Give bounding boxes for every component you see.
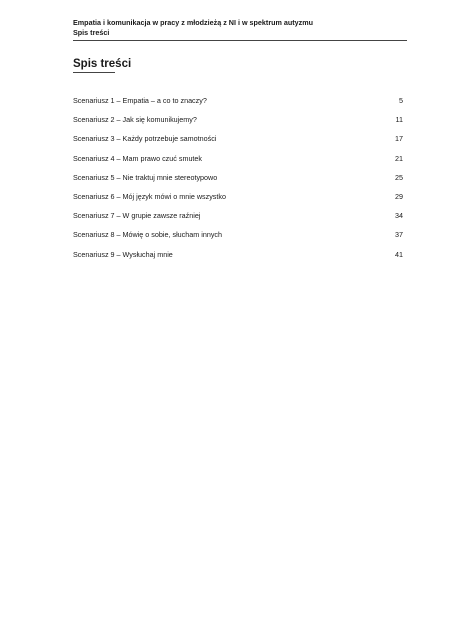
header-divider xyxy=(73,40,407,41)
toc-entry-label[interactable]: Scenariusz 3 – Każdy potrzebuje samotności xyxy=(73,134,217,144)
toc-entry-page[interactable]: 21 xyxy=(395,153,403,163)
toc-entry[interactable] xyxy=(73,134,403,153)
toc-entry[interactable] xyxy=(73,154,403,173)
toc-entry-label[interactable]: Scenariusz 1 – Empatia – a co to znaczy? xyxy=(73,96,207,105)
toc-entry[interactable] xyxy=(73,173,403,192)
toc-entry-label[interactable]: Scenariusz 5 – Nie traktuj mnie stereotypowo xyxy=(73,172,218,182)
toc-entry[interactable] xyxy=(73,96,403,115)
toc-entry[interactable] xyxy=(73,230,403,249)
header-section: Spis treści xyxy=(73,28,110,37)
running-header xyxy=(73,18,407,38)
toc-entry-label[interactable]: Scenariusz 9 – Wysłuchaj mnie xyxy=(73,249,173,259)
table-of-contents xyxy=(73,96,403,269)
toc-entry-label[interactable]: Scenariusz 6 – Mój język mówi o mnie wszystko xyxy=(73,191,226,201)
toc-title-underline xyxy=(73,72,115,73)
toc-entry-page[interactable]: 29 xyxy=(395,191,403,201)
toc-entry-label[interactable]: Scenariusz 4 – Mam prawo czuć smutek xyxy=(73,153,203,163)
toc-entry-page[interactable]: 5 xyxy=(399,96,403,105)
toc-entry-page[interactable]: 41 xyxy=(395,249,403,259)
toc-entry-page[interactable]: 11 xyxy=(395,115,403,125)
toc-entry[interactable] xyxy=(73,192,403,211)
toc-entry-page[interactable]: 37 xyxy=(395,230,403,240)
toc-entry-label[interactable]: Scenariusz 8 – Mówię o sobie, słucham innych xyxy=(73,230,223,240)
toc-entry[interactable] xyxy=(73,250,403,269)
header-title: Empatia i komunikacja w pracy z młodzieżą z NI i w spektrum autyzmu xyxy=(73,18,314,27)
toc-entry-label[interactable]: Scenariusz 2 – Jak się komunikujemy? xyxy=(73,115,197,125)
toc-entry-page[interactable]: 17 xyxy=(395,134,403,144)
toc-entry-page[interactable]: 25 xyxy=(395,172,403,182)
toc-entry[interactable] xyxy=(73,211,403,230)
toc-entry[interactable] xyxy=(73,115,403,134)
toc-entry-label[interactable]: Scenariusz 7 – W grupie zawsze raźniej xyxy=(73,211,201,221)
toc-entry-page[interactable]: 34 xyxy=(395,211,403,221)
toc-title: Spis treści xyxy=(73,58,132,70)
